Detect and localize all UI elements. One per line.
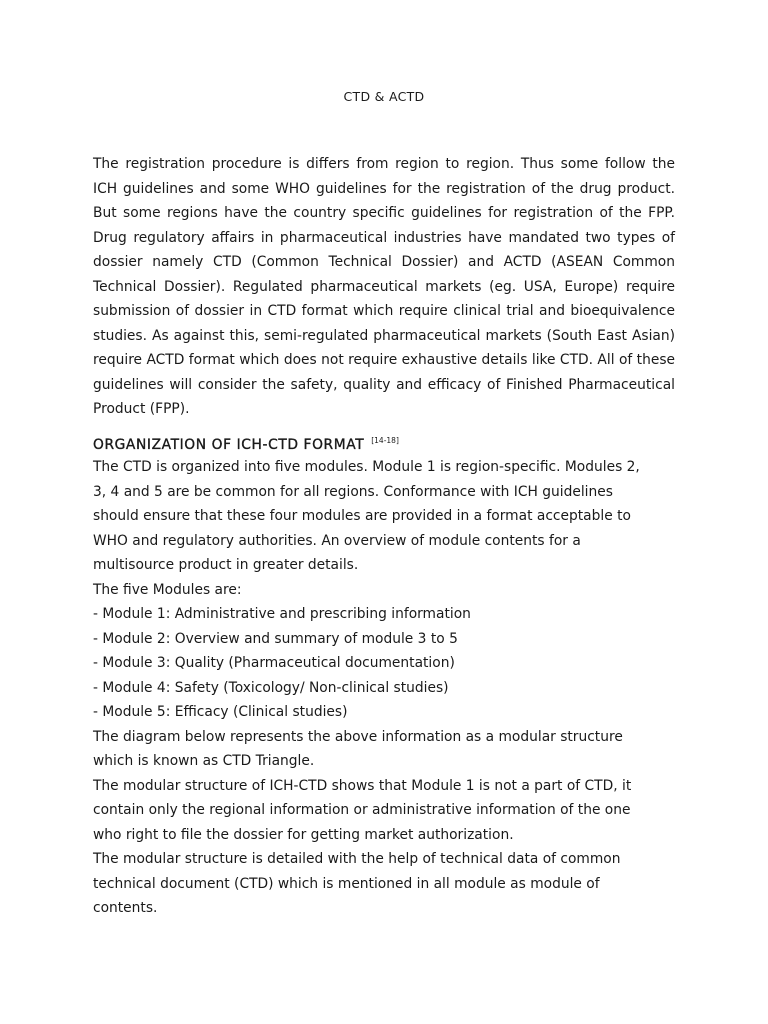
body-line: contents. <box>93 900 158 916</box>
body-line: should ensure that these four modules are provided in a format acceptable to <box>93 508 631 524</box>
intro-paragraph: The registration procedure is differs from region to region. Thus some follow the ICH guidelines and some WHO guidelines for the registration of the drug product. But some regions have the country specific guidelines for registration of the FPP. Drug regulatory affairs in pharmaceutical industries have mandated two types of dossier namely CTD (Common Technical Dossier) and ACTD (ASEAN Common Technical Dossier). Regulated pharmaceutical markets (eg. USA, Europe) require submission of dossier in CTD format which require clinical trial and bioequivalence studies. As against this, semi-regulated pharmaceutical markets (South East Asian) require ACTD format which does not require exhaustive details like CTD. All of these guidelines will consider the safety, quality and efficacy of Finished Pharmaceutical Product (FPP). <box>93 156 675 417</box>
module-list-item: - Module 2: Overview and summary of module 3 to 5 <box>93 630 458 647</box>
document-title: CTD & ACTD <box>343 89 425 104</box>
module-list-item: - Module 5: Efficacy (Clinical studies) <box>93 704 348 720</box>
reference-citation: [14-18] <box>371 436 399 445</box>
body-line: multisource product in greater details. <box>93 557 359 573</box>
body-line: contain only the regional information or administrative information of the one <box>93 802 631 818</box>
body-line: The five Modules are: <box>93 581 242 598</box>
module-list-item: - Module 4: Safety (Toxicology/ Non-clinical studies) <box>93 679 449 696</box>
section-heading <box>93 430 399 456</box>
body-line: 3, 4 and 5 are be common for all regions. Conformance with ICH guidelines <box>93 483 613 500</box>
body-line: The diagram below represents the above information as a modular structure <box>93 728 623 745</box>
body-line: WHO and regulatory authorities. An overview of module contents for a <box>93 532 581 549</box>
section-body <box>93 455 675 921</box>
module-list-item: - Module 1: Administrative and prescribing information <box>93 606 471 622</box>
body-line: The CTD is organized into five modules. Module 1 is region-specific. Modules 2, <box>93 459 640 475</box>
body-line: The modular structure of ICH-CTD shows that Module 1 is not a part of CTD, it <box>93 777 632 794</box>
body-line: which is known as CTD Triangle. <box>93 753 315 769</box>
module-list-item: - Module 3: Quality (Pharmaceutical documentation) <box>93 655 455 671</box>
body-line: technical document (CTD) which is mentioned in all module as module of <box>93 875 600 892</box>
body-line: The modular structure is detailed with the help of technical data of common <box>93 851 621 867</box>
section-heading-text: ORGANIZATION OF ICH-CTD FORMAT <box>93 437 365 453</box>
body-line: who right to file the dossier for getting market authorization. <box>93 826 514 843</box>
